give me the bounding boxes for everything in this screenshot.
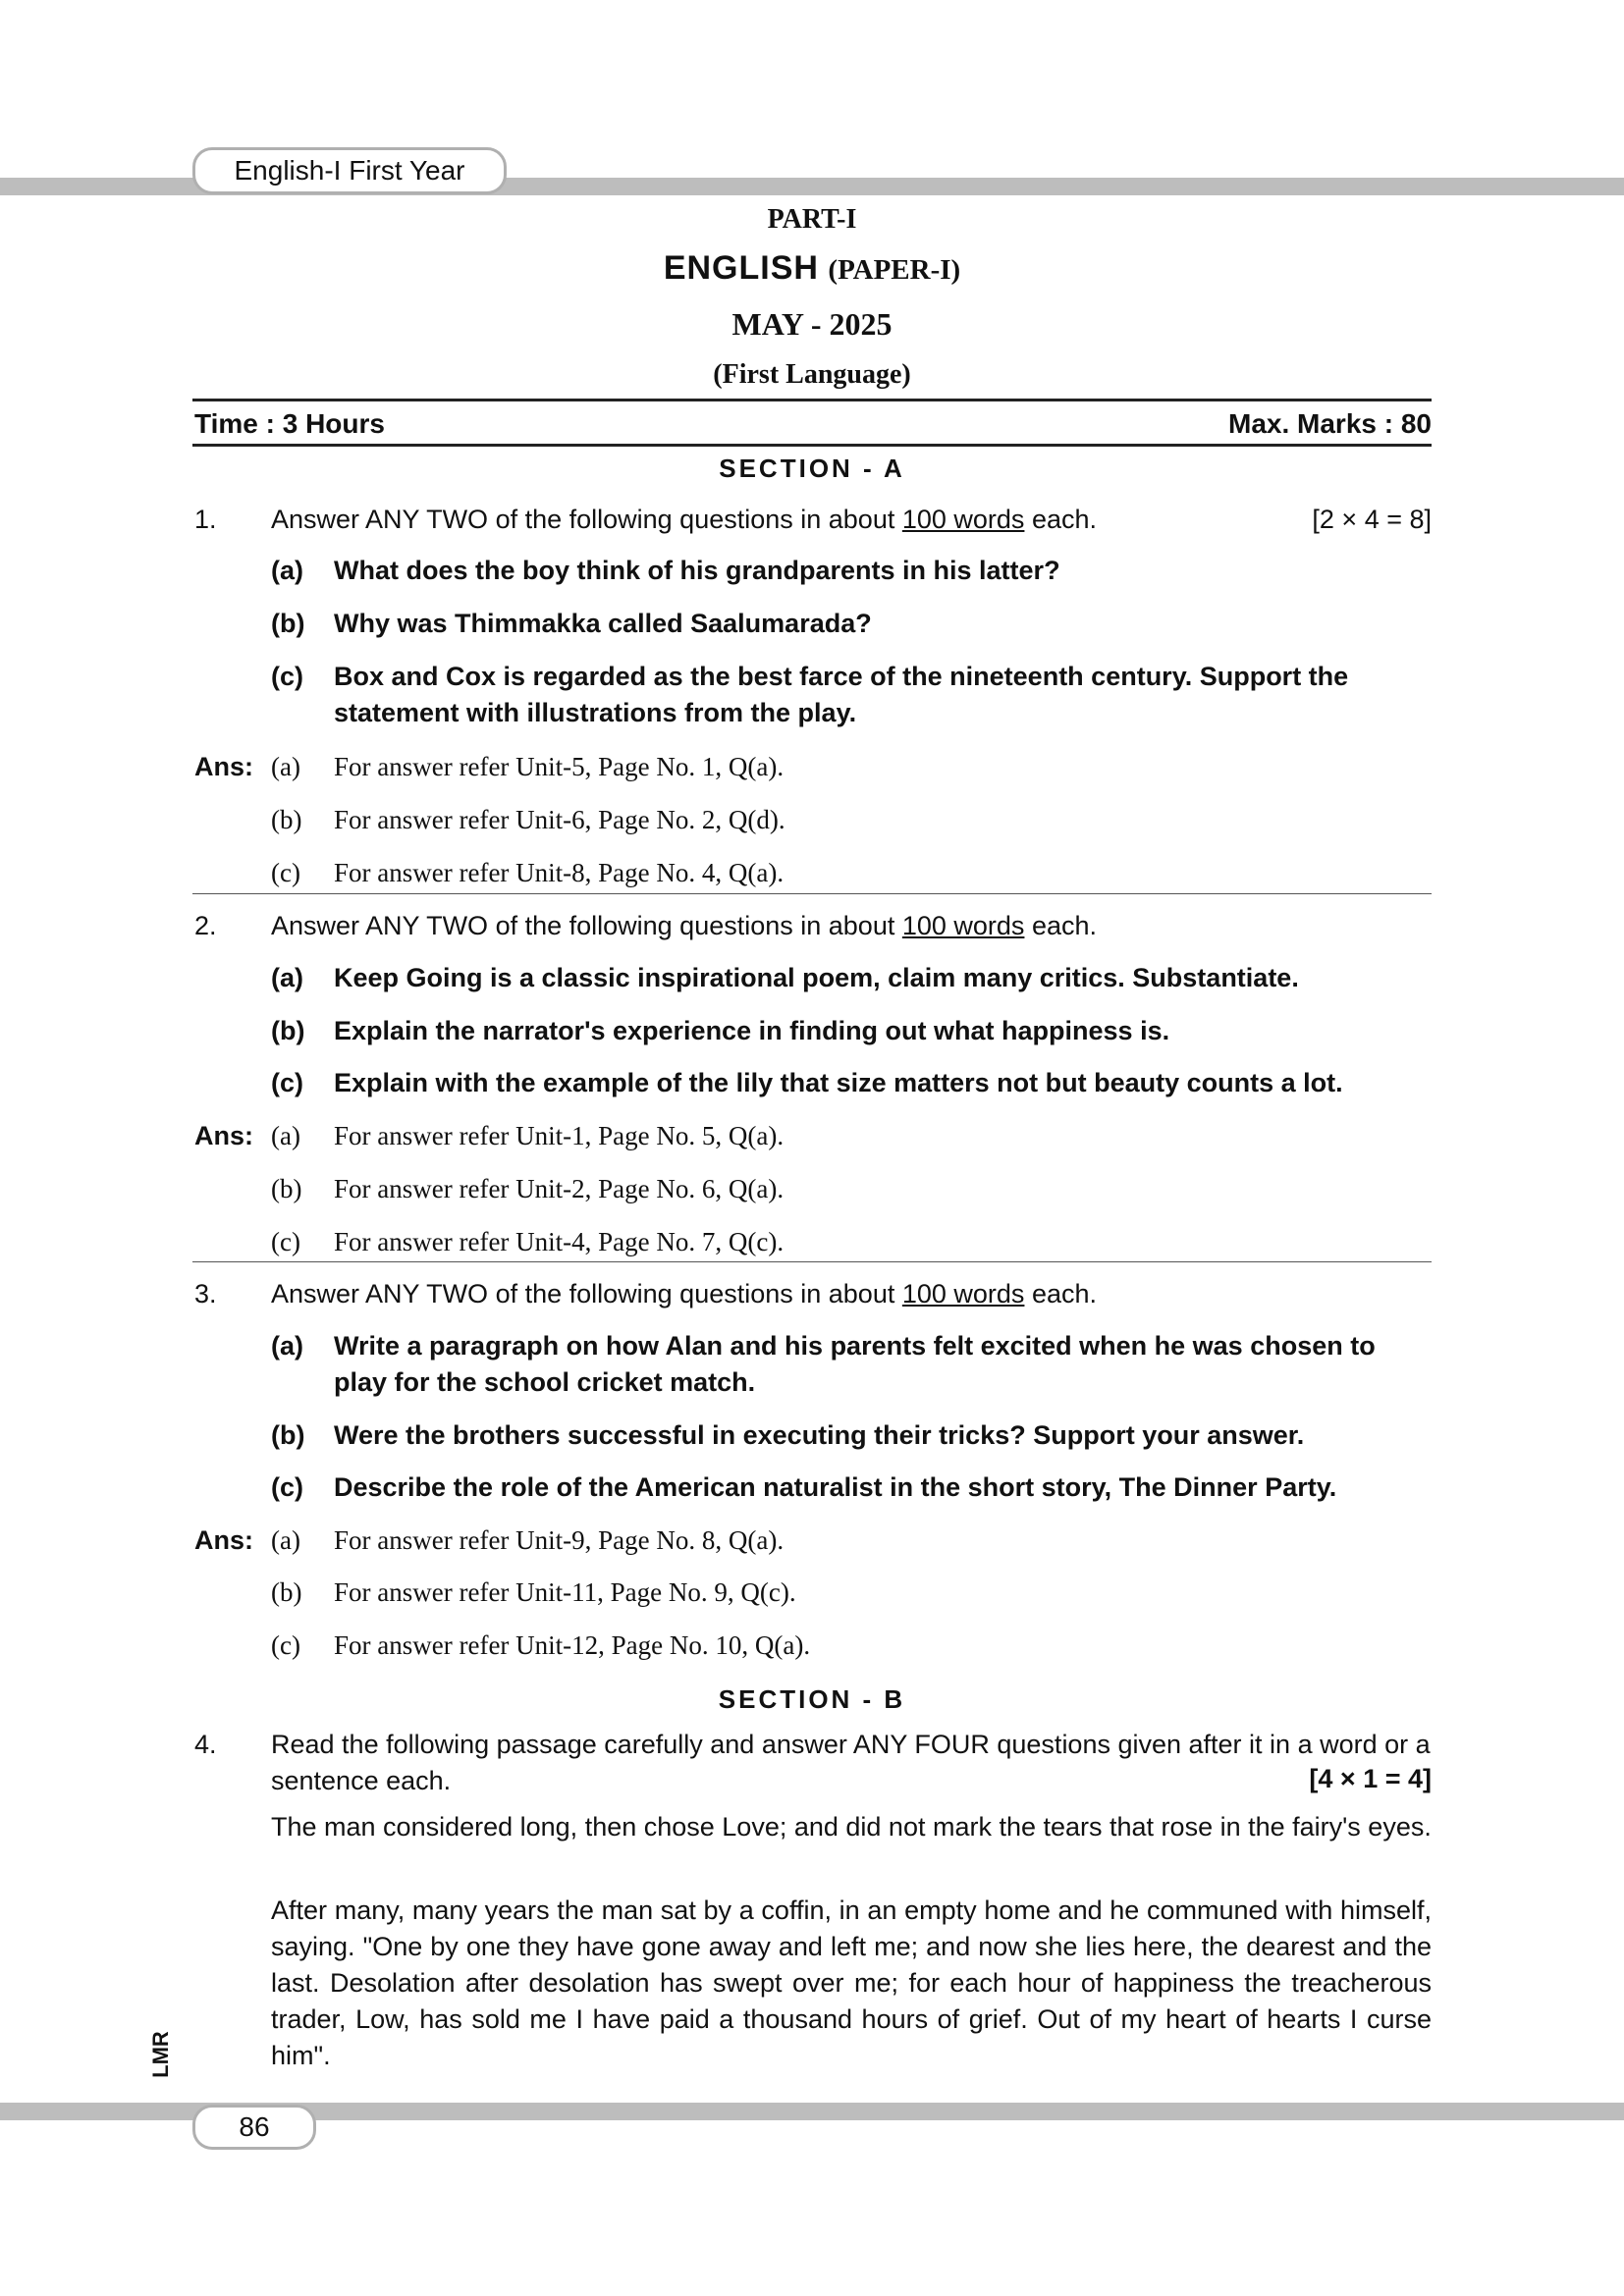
answer-label: Ans: xyxy=(194,1525,253,1555)
exam-title xyxy=(192,249,1432,288)
question-divider xyxy=(192,893,1432,894)
sub-question-text: Write a paragraph on how Alan and his parents felt excited when he was chosen to play for the school cricket match. xyxy=(334,1331,1376,1397)
answer-key: (a) xyxy=(271,752,300,781)
answer-key: (b) xyxy=(271,1174,302,1203)
question-marks: [2 × 4 = 8] xyxy=(1312,505,1432,534)
sub-question-label: (a) xyxy=(271,963,303,992)
answer-key: (c) xyxy=(271,858,300,887)
question-prompt: Answer ANY TWO of the following questions in about 100 words each. xyxy=(271,1279,1097,1308)
answer-text: For answer refer Unit-8, Page No. 4, Q(a). xyxy=(334,858,785,887)
question-divider xyxy=(192,1261,1432,1262)
answer-key: (a) xyxy=(271,1525,300,1555)
max-marks: Max. Marks : 80 xyxy=(1228,408,1432,439)
answer-text: For answer refer Unit-5, Page No. 1, Q(a). xyxy=(334,752,785,781)
answer-label: Ans: xyxy=(194,1121,253,1150)
sub-question-text: Why was Thimmakka called Saalumarada? xyxy=(334,609,872,638)
question-marks: [4 × 1 = 4] xyxy=(1309,1764,1432,1793)
sub-question-text: Box and Cox is regarded as the best farce of the nineteenth century. Support the statement with illustrations from the play. xyxy=(334,662,1349,727)
paper-name: (PAPER-I) xyxy=(828,254,961,286)
answer-key: (c) xyxy=(271,1227,300,1256)
answer-key: (b) xyxy=(271,1577,302,1607)
answer-text: For answer refer Unit-1, Page No. 5, Q(a). xyxy=(334,1121,785,1150)
exam-session: MAY - 2025 xyxy=(731,306,893,342)
sub-question-text: Explain with the example of the lily that size matters not but beauty counts a lot. xyxy=(334,1068,1343,1097)
passage-paragraph: After many, many years the man sat by a coffin, in an empty home and he communed with himself, saying. "One by one they have gone away and left me; and now she lies here, the dearest and the last. Desolation after desolation has swept over me; for each hour of happiness the treacherous trader, Low, has sold me I have paid a thousand hours of grief. Out of my heart of hearts I curse him". xyxy=(271,1896,1432,2070)
book-title-tab xyxy=(192,147,507,194)
passage-paragraph: The man considered long, then chose Love; and did not mark the tears that rose in the fairy's eyes. xyxy=(271,1812,1432,1842)
section-b-heading: SECTION - B xyxy=(718,1684,906,1714)
sub-question-label: (c) xyxy=(271,662,303,691)
title-top-rule xyxy=(192,399,1432,401)
answer-key: (a) xyxy=(271,1121,300,1150)
section-a-heading: SECTION - A xyxy=(719,454,905,483)
sub-question-label: (b) xyxy=(271,1420,305,1450)
exam-language: (First Language) xyxy=(713,359,911,390)
sub-question-text: Were the brothers successful in executing their tricks? Support your answer. xyxy=(334,1420,1305,1450)
book-title: English-I First Year xyxy=(234,155,465,186)
sub-question-text: Describe the role of the American naturalist in the short story, The Dinner Party. xyxy=(334,1472,1337,1502)
answer-key: (c) xyxy=(271,1630,300,1660)
sub-question-label: (b) xyxy=(271,609,305,638)
sub-question-label: (c) xyxy=(271,1472,303,1502)
answer-text: For answer refer Unit-9, Page No. 8, Q(a). xyxy=(334,1525,785,1555)
sub-question-label: (a) xyxy=(271,556,303,585)
sub-question-text: What does the boy think of his grandparents in his latter? xyxy=(334,556,1060,585)
question-number: 4. xyxy=(194,1730,217,1759)
page-number-tab xyxy=(192,2105,316,2150)
answer-text: For answer refer Unit-6, Page No. 2, Q(d). xyxy=(334,805,785,834)
sub-question-label: (b) xyxy=(271,1016,305,1045)
question-prompt: Answer ANY TWO of the following questions in about 100 words each. xyxy=(271,505,1097,534)
question-number: 1. xyxy=(194,505,217,534)
exam-time: Time : 3 Hours xyxy=(194,408,385,439)
side-label: LMR xyxy=(147,2031,173,2078)
answer-label: Ans: xyxy=(194,752,253,781)
question-number: 2. xyxy=(194,911,217,940)
answer-key: (b) xyxy=(271,805,302,834)
answer-text: For answer refer Unit-4, Page No. 7, Q(c). xyxy=(334,1227,785,1256)
page-number: 86 xyxy=(239,2111,270,2142)
part-heading: PART-I xyxy=(767,204,857,235)
sub-question-label: (a) xyxy=(271,1331,303,1361)
answer-text: For answer refer Unit-11, Page No. 9, Q(c). xyxy=(334,1577,796,1607)
subject-name: ENGLISH xyxy=(663,249,819,287)
answer-text: For answer refer Unit-2, Page No. 6, Q(a). xyxy=(334,1174,785,1203)
sub-question-text: Explain the narrator's experience in finding out what happiness is. xyxy=(334,1016,1170,1045)
answer-text: For answer refer Unit-12, Page No. 10, Q(a). xyxy=(334,1630,811,1660)
sub-question-label: (c) xyxy=(271,1068,303,1097)
title-bottom-rule xyxy=(192,444,1432,447)
question-prompt: Answer ANY TWO of the following questions in about 100 words each. xyxy=(271,911,1097,940)
sub-question-text: Keep Going is a classic inspirational poem, claim many critics. Substantiate. xyxy=(334,963,1299,992)
question-number: 3. xyxy=(194,1279,217,1308)
question-prompt: Read the following passage carefully and answer ANY FOUR questions given after it in a word or a sentence each. xyxy=(271,1730,1431,1795)
